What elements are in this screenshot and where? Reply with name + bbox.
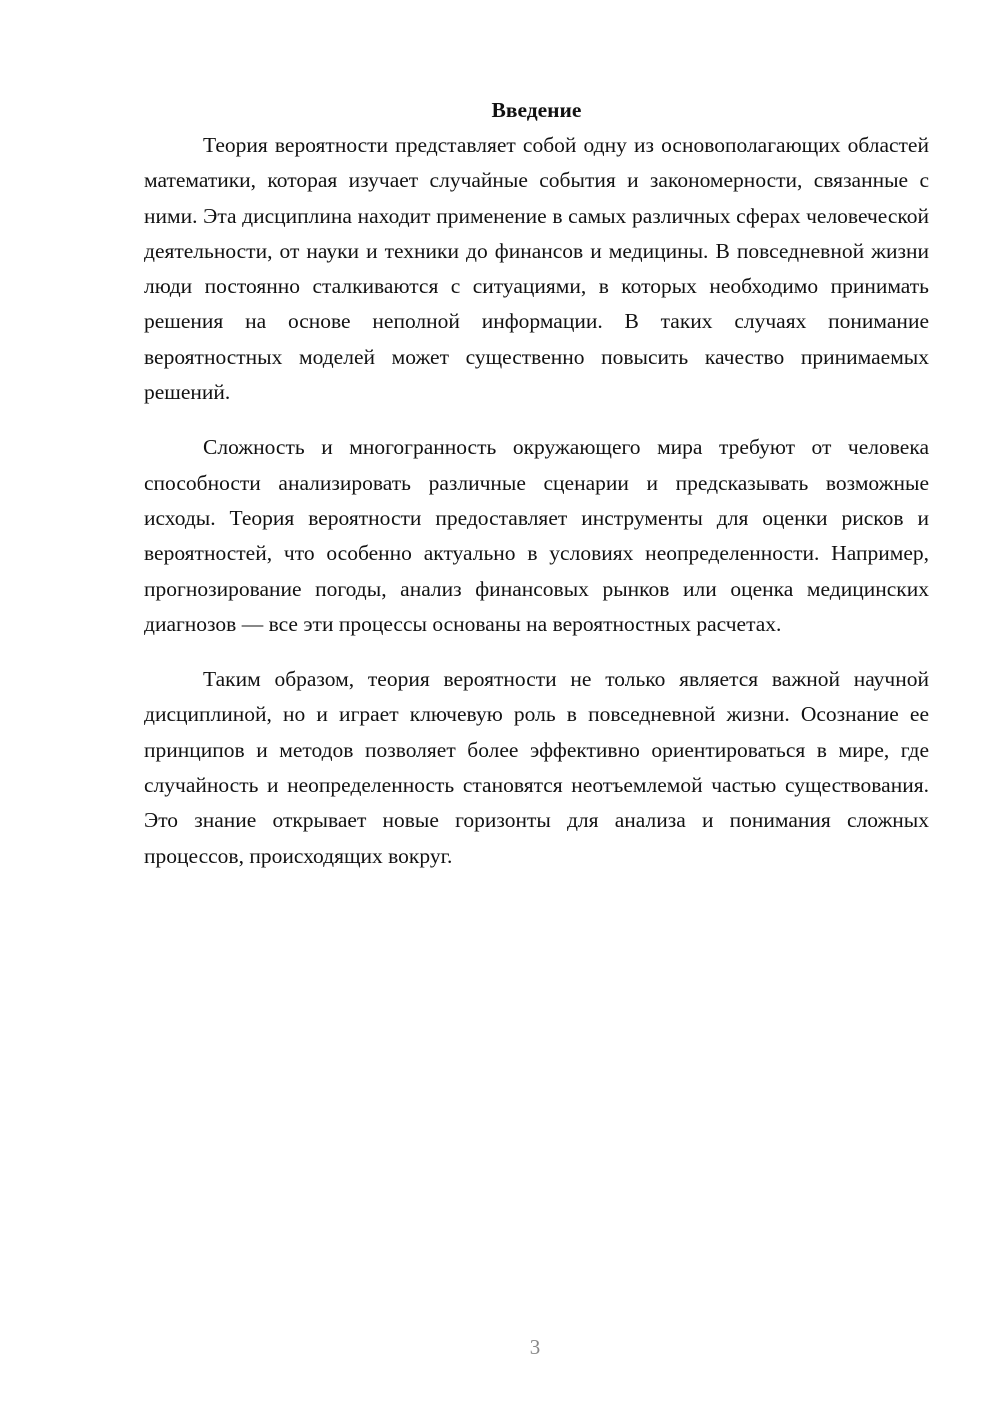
paragraph-3: Таким образом, теория вероятности не только является важной научной дисциплиной, но и играет ключевую роль в повседневной жизни. Осознание ее принципов и методов позволяет более эффективно ориентироваться в мире, где случайность и неопределенность становятся неотъемлемой частью существования. Это знание открывает новые горизонты для анализа и понимания сложных процессов, происходящих вокруг. <box>144 667 929 868</box>
paragraph-2: Сложность и многогранность окружающего мира требуют от человека способности анализировать различные сценарии и предсказывать возможные исходы. Теория вероятности предоставляет инструменты для оценки рисков и вероятностей, что особенно актуально в условиях неопределенности. Например, прогнозирование погоды, анализ финансовых рынков или оценка медицинских диагнозов — все эти процессы основаны на вероятностных расчетах. <box>144 435 929 636</box>
paragraph-1: Теория вероятности представляет собой одну из основополагающих областей математики, которая изучает случайные события и закономерности, связанные с ними. Эта дисциплина находит применение в самых различных сферах человеческой деятельности, от науки и техники до финансов и медицины. В повседневной жизни люди постоянно сталкиваются с ситуациями, в которых необходимо принимать решения на основе неполной информации. В таких случаях понимание вероятностных моделей может существенно повысить качество принимаемых решений. <box>144 133 929 405</box>
page-number: 3 <box>529 1335 541 1359</box>
section-title: Введение <box>491 98 582 122</box>
document-body <box>144 93 929 874</box>
